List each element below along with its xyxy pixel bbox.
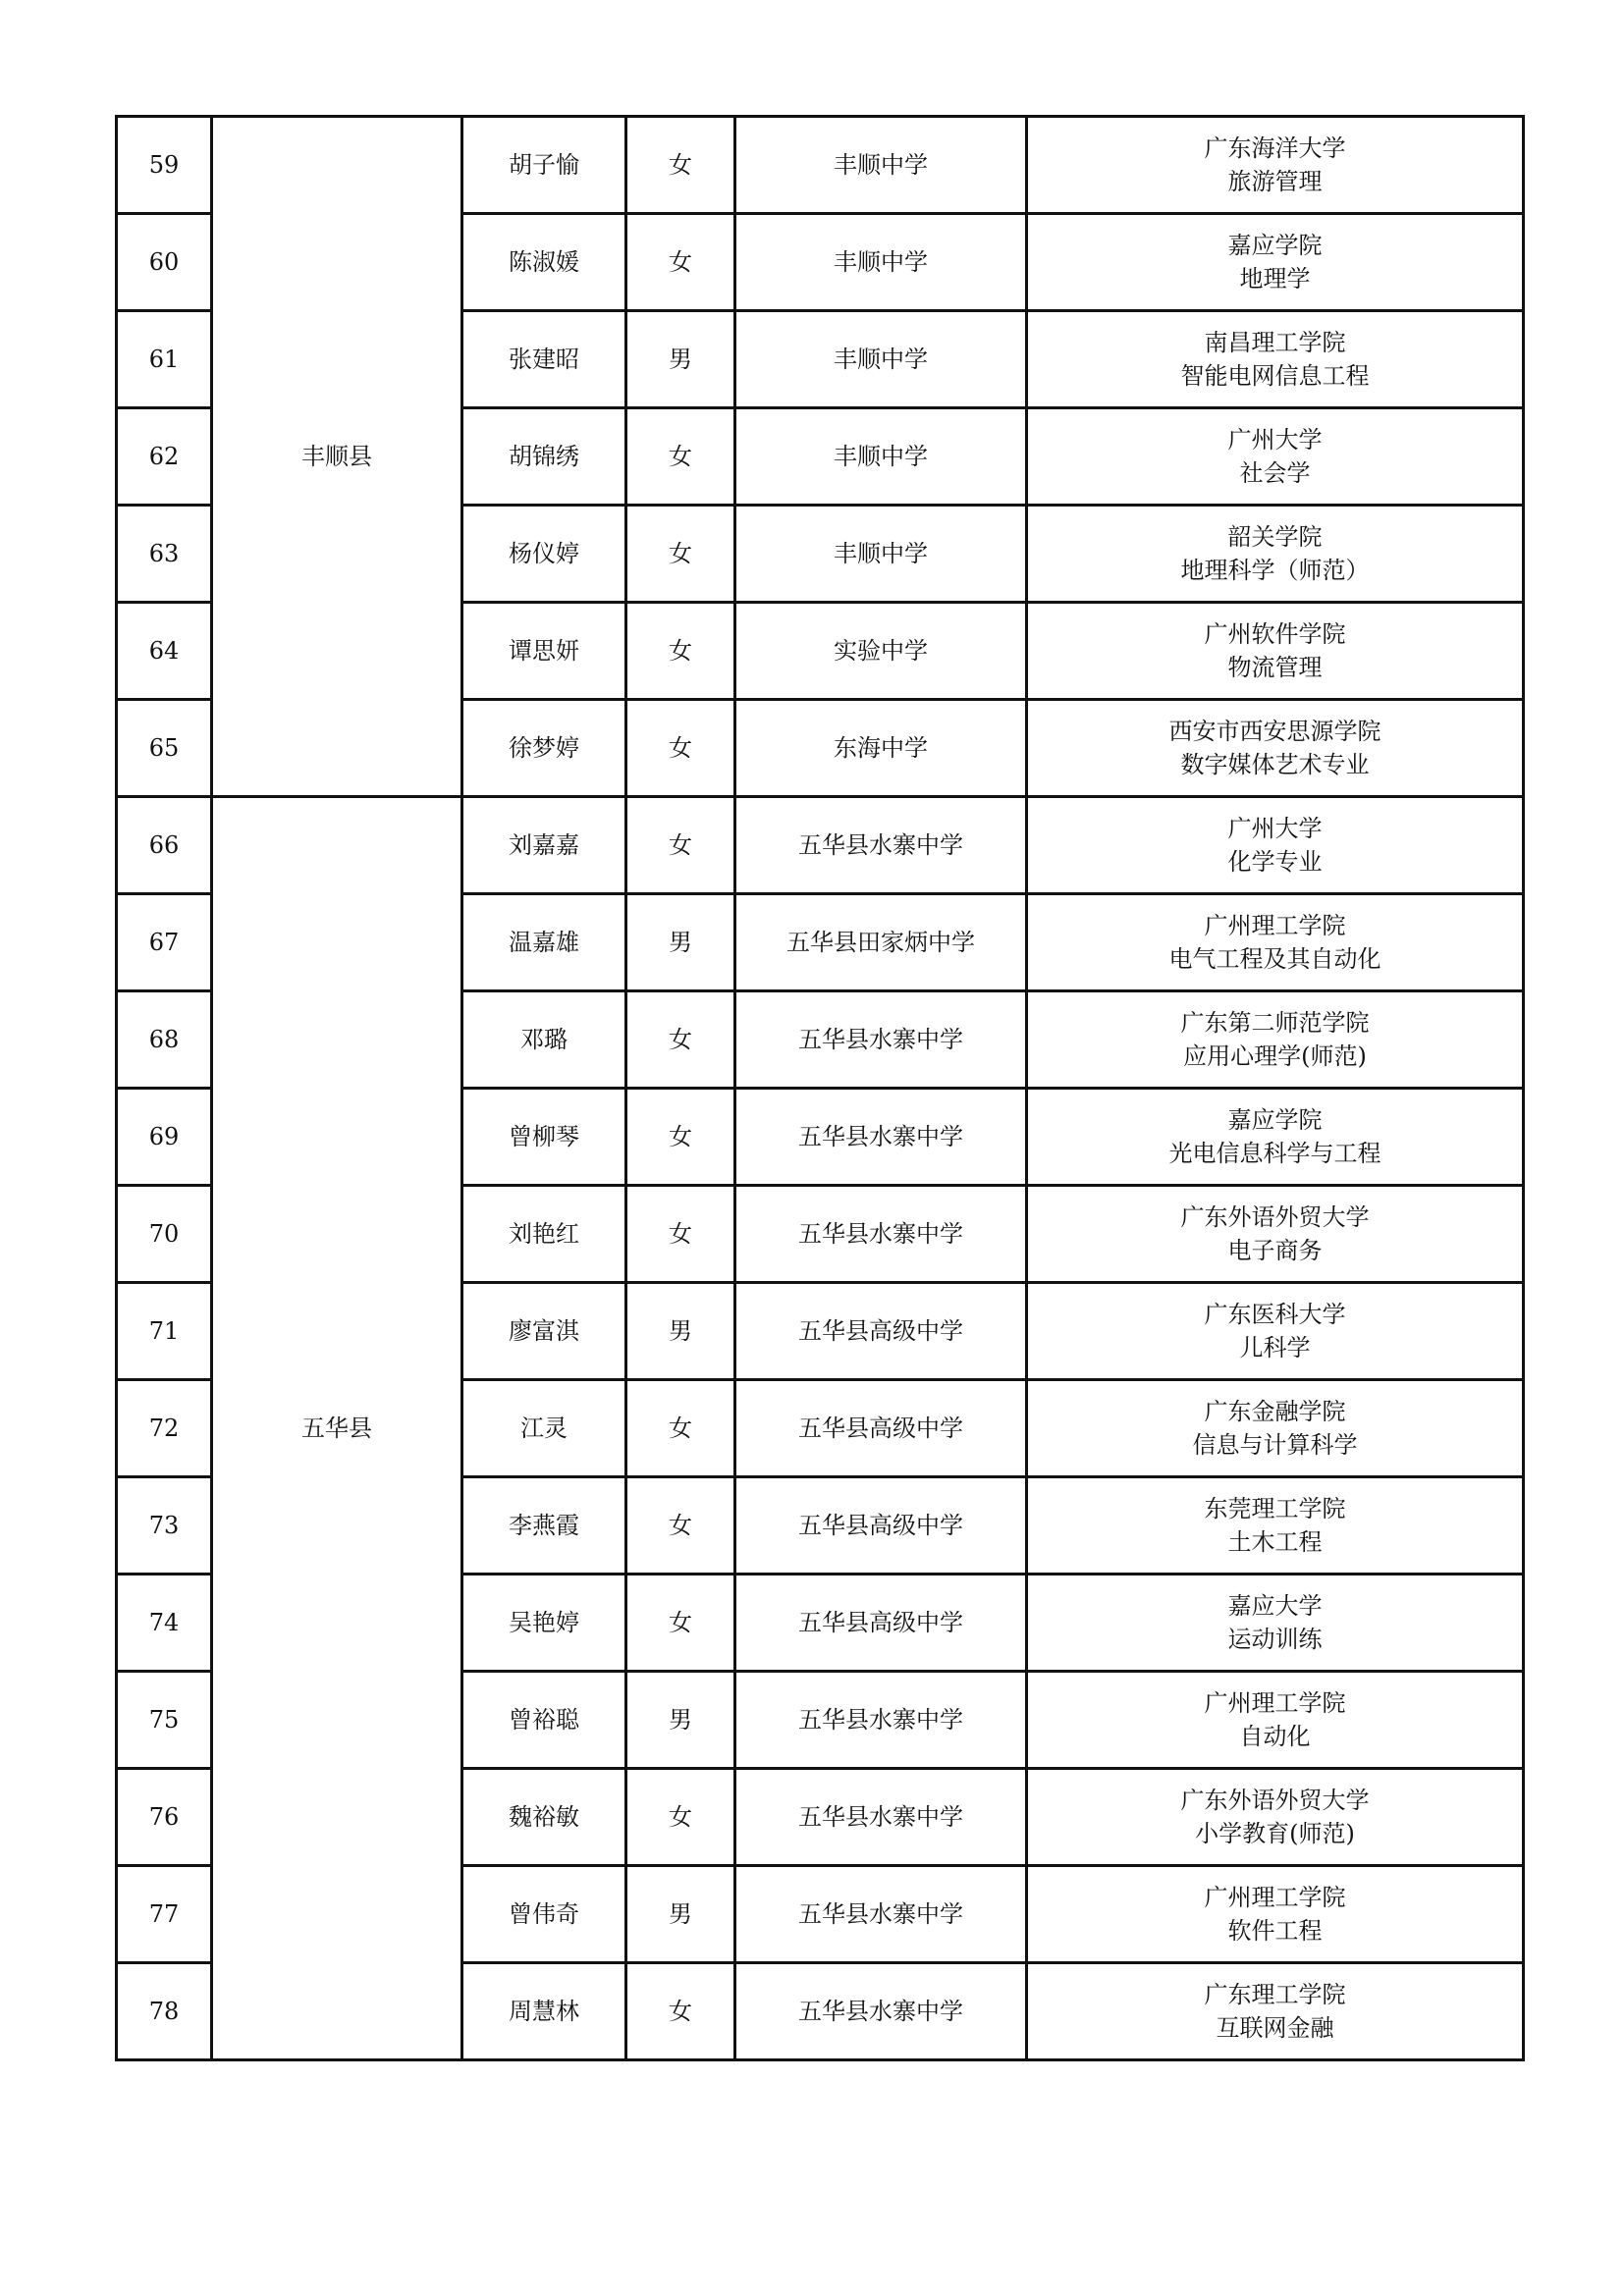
gender: 女 (626, 214, 735, 311)
gender: 男 (626, 1672, 735, 1769)
high-school: 丰顺中学 (735, 311, 1027, 408)
university-name: 广州理工学院 (1204, 1884, 1346, 1911)
admission-cell (1027, 1866, 1524, 1963)
university-name: 广东外语外贸大学 (1180, 1787, 1370, 1814)
major-name: 物流管理 (1227, 654, 1323, 681)
student-name: 廖富淇 (462, 1283, 626, 1380)
high-school: 五华县水寨中学 (735, 1089, 1027, 1186)
admission-cell (1027, 894, 1524, 991)
high-school: 五华县水寨中学 (735, 797, 1027, 894)
gender: 男 (626, 894, 735, 991)
major-name: 信息与计算科学 (1192, 1431, 1358, 1459)
university-name: 广东金融学院 (1204, 1398, 1346, 1425)
gender: 女 (626, 408, 735, 506)
student-name: 张建昭 (462, 311, 626, 408)
university-name: 广州大学 (1227, 426, 1323, 454)
table-body (117, 117, 1524, 2060)
university-name: 嘉应大学 (1227, 1592, 1323, 1620)
row-number: 76 (117, 1769, 212, 1866)
table-row (117, 117, 1524, 214)
row-number: 70 (117, 1186, 212, 1283)
admission-cell (1027, 991, 1524, 1089)
high-school: 东海中学 (735, 700, 1027, 797)
admission-cell (1027, 117, 1524, 214)
gender: 女 (626, 117, 735, 214)
major-name: 光电信息科学与工程 (1168, 1140, 1381, 1167)
student-name: 邓璐 (462, 991, 626, 1089)
gender: 女 (626, 1769, 735, 1866)
student-name: 刘艳红 (462, 1186, 626, 1283)
student-name: 胡子愉 (462, 117, 626, 214)
high-school: 五华县水寨中学 (735, 1963, 1027, 2060)
university-name: 广东海洋大学 (1204, 134, 1346, 162)
gender: 女 (626, 1380, 735, 1477)
high-school: 丰顺中学 (735, 214, 1027, 311)
high-school: 五华县水寨中学 (735, 991, 1027, 1089)
major-name: 软件工程 (1227, 1917, 1323, 1945)
gender: 男 (626, 311, 735, 408)
gender: 男 (626, 1283, 735, 1380)
high-school: 丰顺中学 (735, 117, 1027, 214)
admission-cell (1027, 506, 1524, 603)
row-number: 72 (117, 1380, 212, 1477)
admission-cell (1027, 1089, 1524, 1186)
student-name: 陈淑媛 (462, 214, 626, 311)
row-number: 66 (117, 797, 212, 894)
gender: 女 (626, 1089, 735, 1186)
major-name: 儿科学 (1239, 1334, 1311, 1362)
admission-cell (1027, 408, 1524, 506)
university-name: 嘉应学院 (1227, 232, 1323, 259)
student-name: 曾伟奇 (462, 1866, 626, 1963)
admission-cell (1027, 700, 1524, 797)
university-name: 西安市西安思源学院 (1168, 718, 1381, 745)
major-name: 电子商务 (1227, 1237, 1323, 1264)
university-name: 南昌理工学院 (1204, 329, 1346, 356)
major-name: 智能电网信息工程 (1180, 362, 1370, 390)
high-school: 五华县田家炳中学 (735, 894, 1027, 991)
row-number: 73 (117, 1477, 212, 1575)
major-name: 运动训练 (1227, 1626, 1323, 1653)
university-name: 嘉应学院 (1227, 1106, 1323, 1134)
row-number: 67 (117, 894, 212, 991)
major-name: 社会学 (1239, 459, 1311, 487)
major-name: 地理学 (1239, 265, 1311, 293)
admission-cell (1027, 311, 1524, 408)
high-school: 五华县高级中学 (735, 1380, 1027, 1477)
student-name: 温嘉雄 (462, 894, 626, 991)
row-number: 78 (117, 1963, 212, 2060)
major-name: 土木工程 (1227, 1528, 1323, 1556)
university-name: 广州理工学院 (1204, 1689, 1346, 1717)
row-number: 60 (117, 214, 212, 311)
admission-cell (1027, 603, 1524, 700)
major-name: 旅游管理 (1227, 168, 1323, 195)
student-name: 江灵 (462, 1380, 626, 1477)
high-school: 五华县水寨中学 (735, 1769, 1027, 1866)
university-name: 广东医科大学 (1204, 1301, 1346, 1328)
student-name: 周慧林 (462, 1963, 626, 2060)
student-name: 胡锦绣 (462, 408, 626, 506)
admission-cell (1027, 214, 1524, 311)
student-name: 杨仪婷 (462, 506, 626, 603)
row-number: 64 (117, 603, 212, 700)
university-name: 广东外语外贸大学 (1180, 1203, 1370, 1231)
university-name: 东莞理工学院 (1204, 1495, 1346, 1522)
row-number: 69 (117, 1089, 212, 1186)
student-name: 谭思妍 (462, 603, 626, 700)
table-row (117, 797, 1524, 894)
row-number: 62 (117, 408, 212, 506)
university-name: 韶关学院 (1227, 523, 1323, 551)
gender: 女 (626, 506, 735, 603)
gender: 女 (626, 700, 735, 797)
admission-cell (1027, 1477, 1524, 1575)
row-number: 75 (117, 1672, 212, 1769)
high-school: 五华县水寨中学 (735, 1866, 1027, 1963)
major-name: 应用心理学(师范) (1183, 1042, 1367, 1070)
university-name: 广州软件学院 (1204, 620, 1346, 648)
county-cell: 丰顺县 (212, 117, 462, 797)
major-name: 地理科学（师范） (1180, 557, 1370, 584)
gender: 女 (626, 797, 735, 894)
row-number: 77 (117, 1866, 212, 1963)
gender: 男 (626, 1866, 735, 1963)
row-number: 68 (117, 991, 212, 1089)
student-name: 曾柳琴 (462, 1089, 626, 1186)
high-school: 五华县水寨中学 (735, 1186, 1027, 1283)
student-name: 徐梦婷 (462, 700, 626, 797)
high-school: 丰顺中学 (735, 408, 1027, 506)
major-name: 互联网金融 (1216, 2014, 1334, 2042)
major-name: 自动化 (1239, 1723, 1311, 1750)
university-name: 广州大学 (1227, 815, 1323, 842)
gender: 女 (626, 1963, 735, 2060)
university-name: 广东第二师范学院 (1180, 1009, 1370, 1037)
row-number: 61 (117, 311, 212, 408)
major-name: 小学教育(师范) (1195, 1820, 1355, 1847)
student-name: 李燕霞 (462, 1477, 626, 1575)
high-school: 五华县高级中学 (735, 1477, 1027, 1575)
student-name: 曾裕聪 (462, 1672, 626, 1769)
admission-cell (1027, 1186, 1524, 1283)
row-number: 59 (117, 117, 212, 214)
row-number: 71 (117, 1283, 212, 1380)
gender: 女 (626, 991, 735, 1089)
admission-cell (1027, 1380, 1524, 1477)
student-name: 魏裕敏 (462, 1769, 626, 1866)
row-number: 63 (117, 506, 212, 603)
gender: 女 (626, 603, 735, 700)
student-name: 刘嘉嘉 (462, 797, 626, 894)
student-admission-table (115, 115, 1525, 2061)
gender: 女 (626, 1477, 735, 1575)
major-name: 化学专业 (1227, 848, 1323, 876)
major-name: 数字媒体艺术专业 (1180, 751, 1370, 778)
admission-cell (1027, 1769, 1524, 1866)
student-name: 吴艳婷 (462, 1575, 626, 1672)
admission-cell (1027, 1672, 1524, 1769)
row-number: 74 (117, 1575, 212, 1672)
admission-cell (1027, 797, 1524, 894)
university-name: 广州理工学院 (1204, 912, 1346, 939)
admission-cell (1027, 1283, 1524, 1380)
high-school: 实验中学 (735, 603, 1027, 700)
high-school: 五华县水寨中学 (735, 1672, 1027, 1769)
high-school: 丰顺中学 (735, 506, 1027, 603)
gender: 女 (626, 1186, 735, 1283)
admission-cell (1027, 1963, 1524, 2060)
row-number: 65 (117, 700, 212, 797)
major-name: 电气工程及其自动化 (1168, 945, 1381, 973)
high-school: 五华县高级中学 (735, 1575, 1027, 1672)
high-school: 五华县高级中学 (735, 1283, 1027, 1380)
gender: 女 (626, 1575, 735, 1672)
admission-cell (1027, 1575, 1524, 1672)
county-cell: 五华县 (212, 797, 462, 2060)
university-name: 广东理工学院 (1204, 1981, 1346, 2008)
